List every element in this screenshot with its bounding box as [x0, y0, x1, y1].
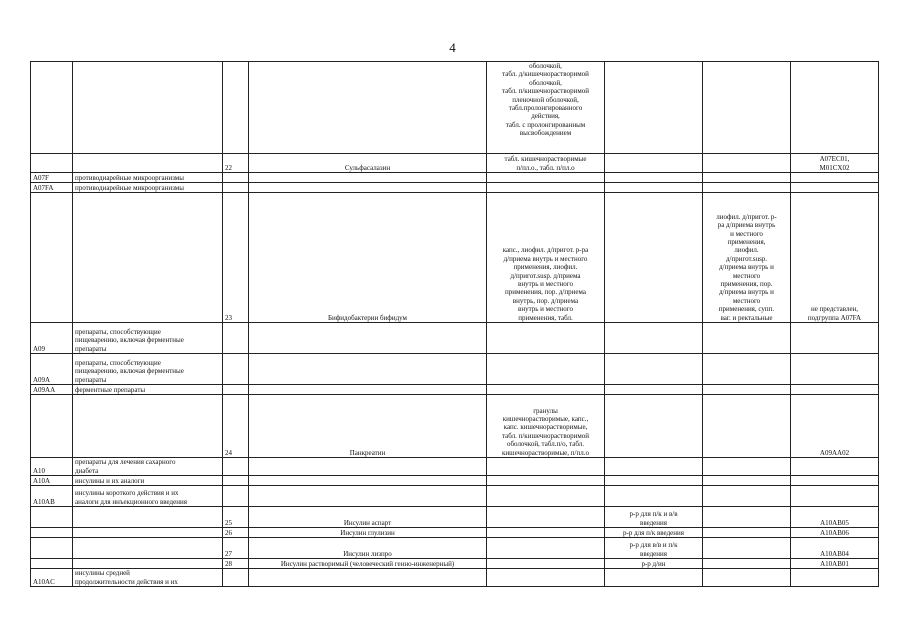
form-column-6-cell [605, 476, 703, 486]
row-number-cell: 24 [223, 395, 249, 458]
atc-reference-cell: не представлен, подгруппа A07FA [791, 193, 879, 323]
table-row [31, 476, 879, 486]
form-column-7-cell [703, 183, 791, 193]
row-number-cell: 22 [223, 154, 249, 173]
drug-name-cell [249, 173, 487, 183]
table-row [31, 458, 879, 476]
row-number-cell: 28 [223, 559, 249, 569]
atc-reference-cell [791, 323, 879, 354]
group-name-cell: препараты, способствующие пищеварению, включая ферментные препараты [73, 354, 223, 385]
dosage-form-cell [487, 476, 605, 486]
group-name-cell [73, 507, 223, 528]
drug-list-table [30, 61, 879, 587]
drug-name-cell [249, 62, 487, 154]
atc-code-cell [31, 193, 73, 323]
group-name-cell: инсулины короткого действия и их аналоги для инъекционного введения [73, 486, 223, 507]
table-row [31, 486, 879, 507]
drug-name-cell [249, 569, 487, 587]
atc-code-cell [31, 507, 73, 528]
form-column-7-cell [703, 569, 791, 587]
form-column-6-cell: р-р для п/к и в/в введения [605, 507, 703, 528]
form-column-7-cell [703, 476, 791, 486]
drug-name-cell: Бифидобактерии бифидум [249, 193, 487, 323]
group-name-cell: препараты, способствующие пищеварению, включая ферментные препараты [73, 323, 223, 354]
atc-code-cell: A09A [31, 354, 73, 385]
group-name-cell: препараты для лечения сахарного диабета [73, 458, 223, 476]
form-column-6-cell: р-р д/ин [605, 559, 703, 569]
table-row [31, 154, 879, 173]
atc-code-cell: A09 [31, 323, 73, 354]
group-name-cell: инсулины средней продолжительности действия и их [73, 569, 223, 587]
row-number-cell [223, 354, 249, 385]
form-column-7-cell [703, 507, 791, 528]
atc-reference-cell: A10AB01 [791, 559, 879, 569]
row-number-cell: 25 [223, 507, 249, 528]
table-row [31, 538, 879, 559]
drug-name-cell: Инсулин аспарт [249, 507, 487, 528]
row-number-cell: 23 [223, 193, 249, 323]
table-row [31, 323, 879, 354]
form-column-7-cell: лиофил. д/пригот. р- ра д/приема внутрь и местного применения, лиофил. д/пригот.susp. д/приема внутрь и местного применения, пор. д/приема внутрь и местного применения, супп. ваг. и ректальные [703, 193, 791, 323]
drug-name-cell [249, 458, 487, 476]
form-column-6-cell [605, 154, 703, 173]
atc-reference-cell: A10AB04 [791, 538, 879, 559]
form-column-7-cell [703, 486, 791, 507]
table-row [31, 528, 879, 538]
atc-code-cell: A07FA [31, 183, 73, 193]
group-name-cell [73, 559, 223, 569]
table-row [31, 193, 879, 323]
form-column-7-cell [703, 538, 791, 559]
dosage-form-cell [487, 385, 605, 395]
group-name-cell [73, 193, 223, 323]
atc-code-cell [31, 154, 73, 173]
drug-name-cell [249, 385, 487, 395]
form-column-6-cell: р-р для п/к введения [605, 528, 703, 538]
form-column-6-cell [605, 193, 703, 323]
table-row [31, 395, 879, 458]
form-column-6-cell [605, 569, 703, 587]
form-column-7-cell [703, 559, 791, 569]
row-number-cell [223, 173, 249, 183]
atc-code-cell: A10AB [31, 486, 73, 507]
atc-code-cell: A10A [31, 476, 73, 486]
form-column-6-cell [605, 173, 703, 183]
group-name-cell: противодиарейные микроорганизмы [73, 173, 223, 183]
table-row [31, 569, 879, 587]
row-number-cell: 26 [223, 528, 249, 538]
dosage-form-cell [487, 458, 605, 476]
atc-reference-cell [791, 458, 879, 476]
row-number-cell [223, 323, 249, 354]
dosage-form-cell: оболочкой, табл. д/кишечнорастворимой оболочкой, табл. п/кишечнорастворимой пленочной оболочкой, табл.пролонгированного действия, табл. с пролонгированным высвобождением [487, 62, 605, 154]
form-column-6-cell: р-р для в/в и п/к введения [605, 538, 703, 559]
form-column-7-cell [703, 395, 791, 458]
dosage-form-cell [487, 569, 605, 587]
drug-name-cell [249, 486, 487, 507]
drug-name-cell: Инсулин растворимый (человеческий генно-инженерный) [249, 559, 487, 569]
form-column-6-cell [605, 62, 703, 154]
group-name-cell: ферментные препараты [73, 385, 223, 395]
dosage-form-cell: гранулы кишечнорастворимые, капс., капс. кишечнорастворимые, табл. п/кишечнорастворимой оболочкой, табл.п/о, табл. кишечнорастворимые, п/пл.о [487, 395, 605, 458]
atc-code-cell: A09AA [31, 385, 73, 395]
atc-code-cell [31, 528, 73, 538]
dosage-form-cell [487, 486, 605, 507]
atc-reference-cell: A10AB06 [791, 528, 879, 538]
drug-name-cell [249, 183, 487, 193]
form-column-7-cell [703, 154, 791, 173]
atc-code-cell [31, 559, 73, 569]
form-column-7-cell [703, 323, 791, 354]
dosage-form-cell [487, 183, 605, 193]
table-row [31, 173, 879, 183]
drug-name-cell: Сульфасалазин [249, 154, 487, 173]
dosage-form-cell [487, 559, 605, 569]
dosage-form-cell: табл. кишечнорастворимые п/пл.о., табл. п/пл.о [487, 154, 605, 173]
dosage-form-cell [487, 323, 605, 354]
drug-name-cell [249, 323, 487, 354]
atc-reference-cell [791, 486, 879, 507]
table-row [31, 62, 879, 154]
dosage-form-cell: капс., лиофил. д/пригот. р-ра д/приема внутрь и местного применения, лиофил. д/пригот.susp. д/приема внутрь и местного применения, пор. д/приема внутрь, пор. д/приема внутрь и местного применения, табл. [487, 193, 605, 323]
atc-reference-cell [791, 62, 879, 154]
form-column-6-cell [605, 354, 703, 385]
group-name-cell: инсулины и их аналоги [73, 476, 223, 486]
atc-reference-cell [791, 569, 879, 587]
atc-reference-cell [791, 385, 879, 395]
row-number-cell [223, 486, 249, 507]
group-name-cell [73, 154, 223, 173]
row-number-cell [223, 385, 249, 395]
page-number: 4 [449, 40, 456, 55]
form-column-6-cell [605, 183, 703, 193]
form-column-7-cell [703, 385, 791, 395]
drug-name-cell [249, 476, 487, 486]
group-name-cell [73, 528, 223, 538]
atc-reference-cell: A10AB05 [791, 507, 879, 528]
form-column-6-cell [605, 486, 703, 507]
atc-code-cell: A07F [31, 173, 73, 183]
form-column-7-cell [703, 173, 791, 183]
group-name-cell [73, 538, 223, 559]
atc-code-cell [31, 395, 73, 458]
table-row [31, 354, 879, 385]
form-column-7-cell [703, 62, 791, 154]
row-number-cell [223, 476, 249, 486]
atc-reference-cell [791, 354, 879, 385]
atc-code-cell: A10 [31, 458, 73, 476]
group-name-cell [73, 62, 223, 154]
row-number-cell [223, 62, 249, 154]
atc-code-cell [31, 538, 73, 559]
drug-name-cell: Панкреатин [249, 395, 487, 458]
atc-reference-cell: A07EC01, M01CX02 [791, 154, 879, 173]
group-name-cell [73, 395, 223, 458]
drug-name-cell [249, 354, 487, 385]
table-row [31, 507, 879, 528]
atc-code-cell [31, 62, 73, 154]
dosage-form-cell [487, 528, 605, 538]
atc-reference-cell [791, 476, 879, 486]
dosage-form-cell [487, 507, 605, 528]
row-number-cell [223, 458, 249, 476]
form-column-6-cell [605, 323, 703, 354]
form-column-6-cell [605, 395, 703, 458]
row-number-cell: 27 [223, 538, 249, 559]
atc-reference-cell [791, 183, 879, 193]
atc-code-cell: A10AC [31, 569, 73, 587]
dosage-form-cell [487, 354, 605, 385]
row-number-cell [223, 569, 249, 587]
table-row [31, 183, 879, 193]
dosage-form-cell [487, 538, 605, 559]
dosage-form-cell [487, 173, 605, 183]
form-column-6-cell [605, 385, 703, 395]
atc-reference-cell: A09AA02 [791, 395, 879, 458]
group-name-cell: противодиарейные микроорганизмы [73, 183, 223, 193]
table-row [31, 559, 879, 569]
drug-name-cell: Инсулин глулизин [249, 528, 487, 538]
table-row [31, 385, 879, 395]
form-column-7-cell [703, 458, 791, 476]
form-column-7-cell [703, 354, 791, 385]
atc-reference-cell [791, 173, 879, 183]
form-column-7-cell [703, 528, 791, 538]
form-column-6-cell [605, 458, 703, 476]
drug-name-cell: Инсулин лизпро [249, 538, 487, 559]
row-number-cell [223, 183, 249, 193]
